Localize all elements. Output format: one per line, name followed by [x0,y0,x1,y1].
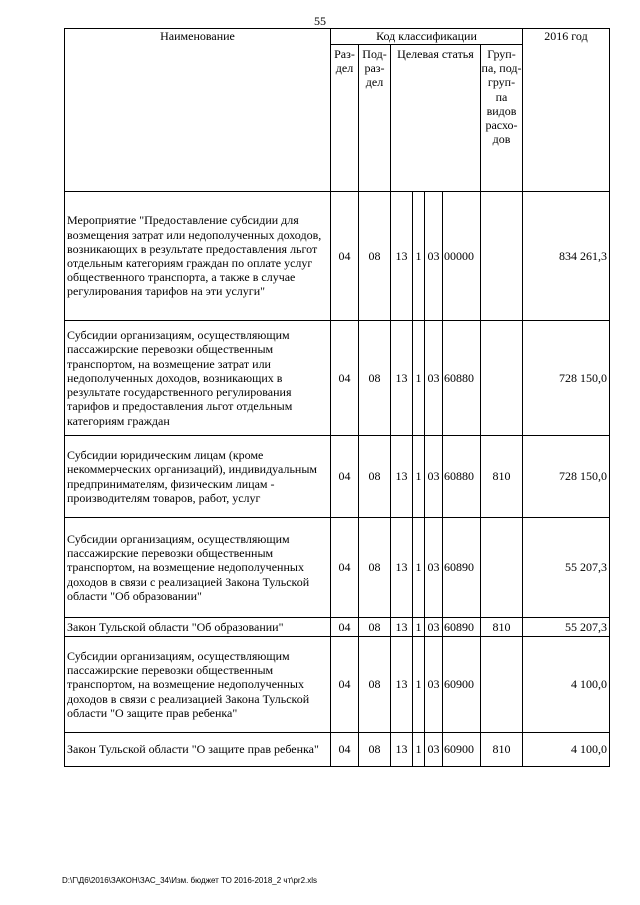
row-amount: 4 100,0 [523,637,610,733]
row-target-direction: 60890 [443,618,481,637]
row-target-direction: 60890 [443,518,481,618]
header-code-group: Код классификации [331,29,523,45]
row-target-direction: 60900 [443,637,481,733]
row-section: 04 [331,436,359,518]
row-target-measure: 03 [425,637,443,733]
row-expense-group [481,637,523,733]
row-expense-group [481,321,523,436]
row-name: Субсидии юридическим лицам (кроме некоммерческих организаций), индивидуальным предпринимателям, физическим лицам - производителям товаров, работ, услуг [65,436,331,518]
row-target-program: 13 [391,733,413,767]
row-target-subprogram: 1 [413,733,425,767]
row-name: Закон Тульской области "Об образовании" [65,618,331,637]
row-name: Закон Тульской области "О защите прав ребенка" [65,733,331,767]
table-row [65,192,610,321]
row-target-subprogram: 1 [413,618,425,637]
row-target-measure: 03 [425,618,443,637]
row-target-subprogram: 1 [413,637,425,733]
row-target-measure: 03 [425,192,443,321]
row-section: 04 [331,321,359,436]
page-number: 55 [314,14,326,28]
row-expense-group [481,518,523,618]
table-row [65,321,610,436]
row-target-direction: 60880 [443,321,481,436]
row-target-program: 13 [391,518,413,618]
row-subsection: 08 [359,436,391,518]
row-target-measure: 03 [425,321,443,436]
table-row [65,637,610,733]
table-row [65,518,610,618]
row-section: 04 [331,637,359,733]
row-target-measure: 03 [425,733,443,767]
row-subsection: 08 [359,618,391,637]
row-section: 04 [331,618,359,637]
row-subsection: 08 [359,321,391,436]
row-amount: 55 207,3 [523,518,610,618]
row-target-subprogram: 1 [413,192,425,321]
row-section: 04 [331,733,359,767]
row-expense-group: 810 [481,436,523,518]
header-target-article: Целевая статья [391,45,481,192]
header-expense-group: Груп- па, под- груп- па видов расхо- дов [481,45,523,192]
row-amount: 4 100,0 [523,733,610,767]
row-target-measure: 03 [425,436,443,518]
row-target-program: 13 [391,321,413,436]
row-subsection: 08 [359,192,391,321]
table-row [65,733,610,767]
row-target-direction: 60880 [443,436,481,518]
row-amount: 55 207,3 [523,618,610,637]
header-name: Наименование [65,29,331,192]
row-target-measure: 03 [425,518,443,618]
row-amount: 728 150,0 [523,436,610,518]
header-subsection: Под- раз- дел [359,45,391,192]
row-section: 04 [331,192,359,321]
row-amount: 834 261,3 [523,192,610,321]
row-expense-group: 810 [481,733,523,767]
table-row [65,436,610,518]
row-target-program: 13 [391,618,413,637]
file-path-footer: D:\Г\Д6\2016\ЗАКОН\ЗАС_34\Изм. бюджет ТО 2016-2018_2 чт\pr2.xls [62,876,318,885]
row-expense-group: 810 [481,618,523,637]
row-section: 04 [331,518,359,618]
header-year: 2016 год [523,29,610,192]
row-target-program: 13 [391,637,413,733]
budget-table [64,28,610,767]
row-target-subprogram: 1 [413,321,425,436]
row-name: Мероприятие "Предоставление субсидии для возмещения затрат или недополученных доходов, возникающих в результате предоставления льгот отдельным категориям граждан по оплате услуг общественного транспорта, а также в случае регулирования тарифов на эти услуги" [65,192,331,321]
header-section: Раз- дел [331,45,359,192]
row-amount: 728 150,0 [523,321,610,436]
row-target-program: 13 [391,436,413,518]
row-target-subprogram: 1 [413,518,425,618]
row-name: Субсидии организациям, осуществляющим пассажирские перевозки общественным транспортом, на возмещение недополученных доходов в связи с реализацией Закона Тульской области "Об образовании" [65,518,331,618]
table-body [65,192,610,767]
row-name: Субсидии организациям, осуществляющим пассажирские перевозки общественным транспортом, на возмещение недополученных доходов в связи с реализацией Закона Тульской области "О защите прав ребенка" [65,637,331,733]
table-header [65,29,610,192]
row-subsection: 08 [359,733,391,767]
row-target-subprogram: 1 [413,436,425,518]
row-target-direction: 00000 [443,192,481,321]
row-target-program: 13 [391,192,413,321]
row-name: Субсидии организациям, осуществляющим пассажирские перевозки общественным транспортом, на возмещение затрат или недополученных доходов, возникающих в результате государственного регулирования тарифов и предоставления льгот отдельным категориям граждан [65,321,331,436]
table-row [65,618,610,637]
row-expense-group [481,192,523,321]
row-subsection: 08 [359,518,391,618]
row-target-direction: 60900 [443,733,481,767]
row-subsection: 08 [359,637,391,733]
